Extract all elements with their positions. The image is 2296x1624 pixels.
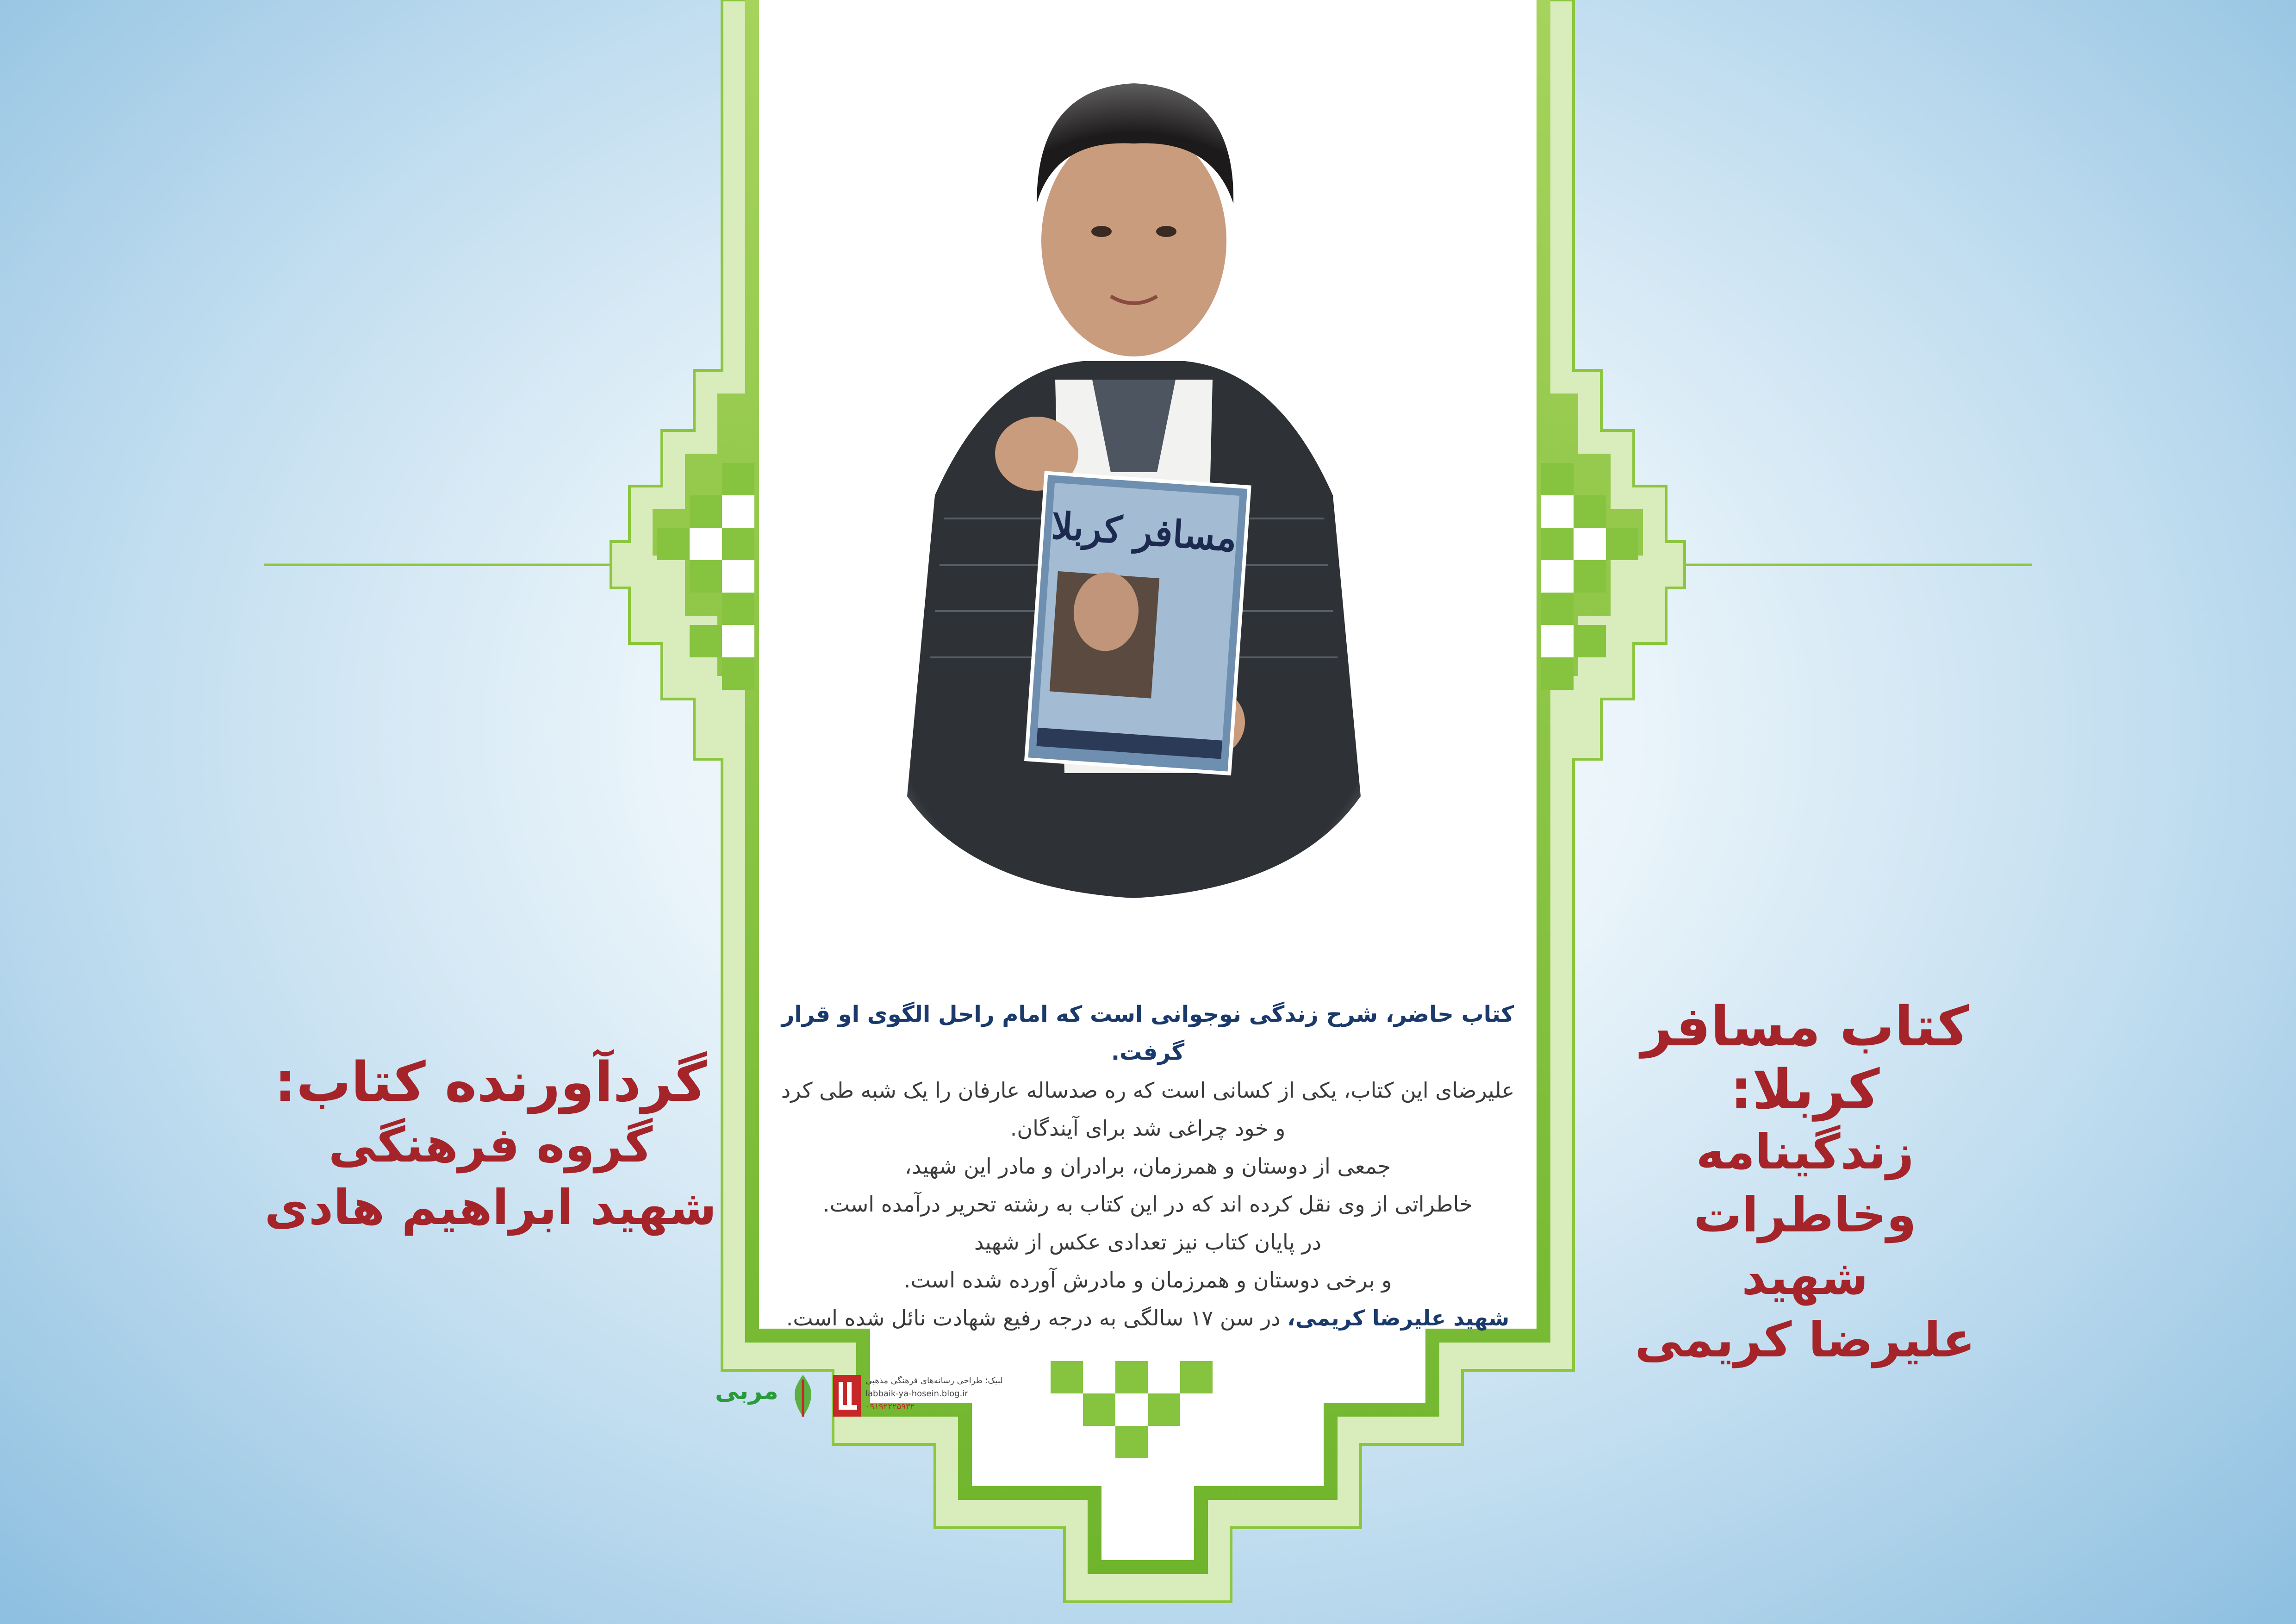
description-line: علیرضای این کتاب، یکی از کسانی است که ره صدساله عارفان را یک شبه طی کرد xyxy=(781,1078,1515,1103)
morabi-logo: مربی xyxy=(715,1377,778,1405)
martyrdom-note: در سن ۱۷ سالگی به درجه رفیع شهادت نائل شده است. xyxy=(786,1305,1288,1330)
book-title-block xyxy=(1574,995,2036,1371)
labbaik-name: لبیک؛ طراحی رسانه‌های فرهنگی مذهبی xyxy=(865,1376,1003,1386)
martyr-name: شهید علیرضا کریمی، xyxy=(1287,1305,1510,1330)
description-line: در پایان کتاب نیز تعدادی عکس از شهید xyxy=(974,1230,1322,1255)
compiler-group: گروه فرهنگی xyxy=(328,1116,653,1173)
compiler-name: شهید ابراهیم هادی xyxy=(264,1179,717,1236)
description-line: و خود چراغی شد برای آیندگان. xyxy=(1010,1116,1286,1141)
book-subtitle-memoirs: وخاطرات xyxy=(1693,1186,1916,1243)
description-line: و برخی دوستان و همرزمان و مادرش آورده شده است. xyxy=(903,1268,1392,1293)
boy-holding-book-photo xyxy=(796,9,1472,963)
compiler-heading: گردآورنده کتاب: xyxy=(274,1050,707,1114)
description-line: خاطراتی از وی نقل کرده اند که در این کتاب به رشته تحریر درآمده است. xyxy=(822,1192,1473,1217)
labbaik-phone: ۰۹۱۹۲۲۲۵۹۳۲ xyxy=(865,1402,915,1412)
book-subtitle-martyr: شهید xyxy=(1742,1249,1868,1305)
leaf-logo-icon xyxy=(791,1373,815,1419)
labbaik-logo-icon xyxy=(833,1375,861,1417)
labbaik-url: labbaik-ya-hosein.blog.ir xyxy=(865,1389,968,1399)
book-description xyxy=(759,995,1537,1337)
description-line: جمعی از دوستان و همرزمان، برادران و مادر این شهید، xyxy=(904,1154,1391,1179)
description-line: کتاب حاضر، شرح زندگی نوجوانی است که امام راحل الگوی او قرار گرفت. xyxy=(781,1001,1514,1065)
book-subtitle-biography: زندگینامه xyxy=(1696,1124,1914,1181)
compiler-block xyxy=(259,1051,722,1239)
description-last-line xyxy=(759,1299,1537,1337)
book-subtitle-name: علیرضا کریمی xyxy=(1635,1311,1975,1368)
book-heading: کتاب مسافر کربلا: xyxy=(1641,994,1969,1121)
